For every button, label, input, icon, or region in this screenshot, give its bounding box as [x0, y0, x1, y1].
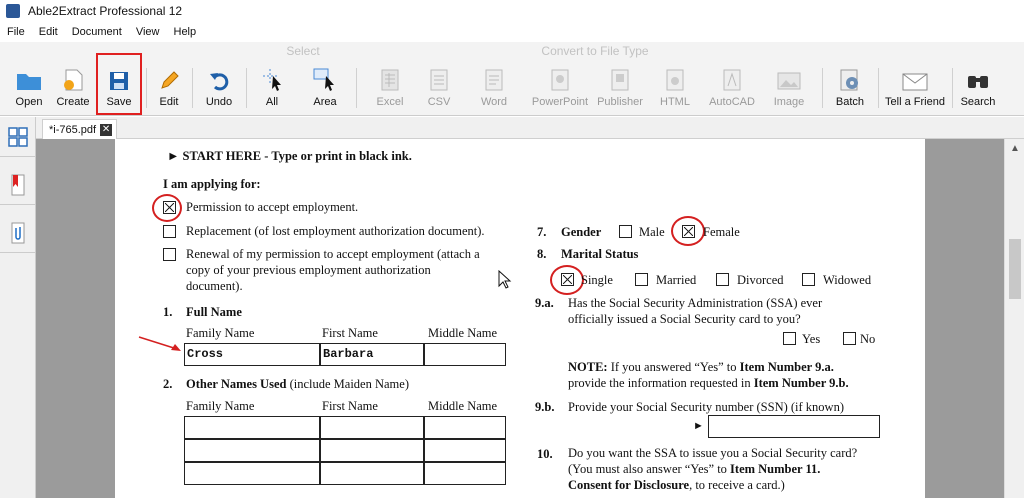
highlight-circle — [152, 194, 182, 222]
ssa-no-label: No — [860, 332, 876, 346]
other-first-name-label: First Name — [322, 399, 378, 413]
word-file-icon — [484, 68, 504, 92]
undo-button[interactable]: Undo — [200, 64, 238, 112]
convert-html-button[interactable]: HTML — [656, 64, 694, 112]
item-10-number: 10. — [537, 447, 553, 461]
bookmark-icon — [10, 174, 26, 196]
ssa-yes-checkbox[interactable] — [783, 332, 796, 345]
applying-for-label: I am applying for: — [163, 177, 261, 191]
csv-file-icon — [429, 68, 449, 92]
undo-icon — [208, 70, 230, 92]
ssn-arrow: ► — [693, 420, 704, 432]
toolbar-separator — [246, 68, 247, 108]
ssa-question-line2: officially issued a Social Security card to you? — [568, 312, 801, 326]
select-area-button[interactable]: Area — [306, 64, 344, 112]
toolbar-separator — [878, 68, 879, 108]
family-name-field[interactable]: Cross — [184, 343, 320, 366]
vertical-scrollbar[interactable] — [1004, 139, 1024, 498]
document-tab-label: *i-765.pdf — [49, 123, 97, 136]
note-line2: provide the information requested in Item Number 9.b. — [568, 376, 849, 390]
mouse-cursor-icon — [498, 270, 512, 290]
convert-powerpoint-button[interactable]: PowerPoint — [528, 64, 592, 112]
convert-image-button[interactable]: Image — [770, 64, 808, 112]
convert-excel-button[interactable]: Excel — [372, 64, 408, 112]
convert-csv-button[interactable]: CSV — [422, 64, 456, 112]
family-name-label: Family Name — [186, 326, 255, 340]
replacement-checkbox[interactable] — [163, 225, 176, 238]
toolbar-separator — [822, 68, 823, 108]
highlight-circle — [550, 265, 584, 295]
other-first-name-field-2[interactable] — [320, 439, 424, 462]
female-label: Female — [703, 225, 740, 239]
renewal-label-line2: copy of your previous employment authorization — [186, 263, 431, 277]
save-button[interactable]: Save — [100, 64, 138, 112]
batch-gears-icon — [838, 68, 862, 92]
other-middle-name-field-3[interactable] — [424, 462, 506, 485]
toolbar-separator — [952, 68, 953, 108]
side-panel-bar — [0, 117, 36, 498]
document-viewer — [36, 139, 1004, 498]
other-family-name-field-1[interactable] — [184, 416, 320, 439]
toolbar-separator — [146, 68, 147, 108]
edit-button[interactable]: Edit — [152, 64, 186, 112]
other-first-name-field-1[interactable] — [320, 416, 424, 439]
permission-label: Permission to accept employment. — [186, 200, 359, 214]
autocad-file-icon — [722, 68, 742, 92]
window-title: Able2Extract Professional 12 — [28, 4, 183, 18]
full-name-heading: Full Name — [186, 305, 242, 319]
item-1-number: 1. — [163, 305, 173, 319]
select-area-cursor-icon — [312, 66, 338, 92]
first-name-field[interactable]: Barbara — [320, 343, 424, 366]
search-button[interactable]: Search — [958, 64, 998, 112]
note-line1: NOTE: If you answered “Yes” to Item Number 9.a. — [568, 360, 834, 374]
publisher-file-icon — [610, 68, 630, 92]
toolbar-separator — [192, 68, 193, 108]
other-middle-name-field-2[interactable] — [424, 439, 506, 462]
gender-heading: Gender — [561, 225, 602, 239]
ssn-field[interactable] — [708, 415, 880, 438]
married-label: Married — [656, 273, 697, 287]
document-tab[interactable] — [42, 119, 117, 139]
ssa-card-question-line2: (You must also answer “Yes” to Item Number 11. — [568, 462, 821, 476]
menu-view[interactable]: View — [135, 26, 160, 38]
male-checkbox[interactable] — [619, 225, 632, 238]
item-8-number: 8. — [537, 247, 547, 261]
excel-file-icon — [380, 68, 400, 92]
item-9a-number: 9.a. — [535, 296, 554, 310]
menu-file[interactable]: File — [7, 26, 25, 38]
other-names-heading: Other Names Used (include Maiden Name) — [186, 377, 409, 391]
renewal-label-line3: document). — [186, 279, 243, 293]
other-middle-name-label: Middle Name — [428, 399, 498, 413]
image-file-icon — [776, 70, 802, 92]
open-button[interactable]: Open — [12, 64, 46, 112]
close-tab-icon[interactable]: ✕ — [101, 123, 111, 135]
highlight-circle — [671, 216, 705, 246]
save-highlight-box — [96, 53, 142, 115]
red-arrow-icon — [137, 335, 185, 355]
attachment-icon — [10, 222, 26, 244]
envelope-icon — [901, 72, 929, 92]
pencil-icon — [158, 68, 180, 92]
thumbnails-panel-button[interactable] — [0, 117, 36, 157]
divorced-label: Divorced — [737, 273, 784, 287]
renewal-checkbox[interactable] — [163, 248, 176, 261]
item-7-number: 7. — [537, 225, 547, 239]
menu-edit[interactable]: Edit — [38, 26, 58, 38]
item-9b-number: 9.b. — [535, 400, 555, 414]
middle-name-field[interactable] — [424, 343, 506, 366]
divorced-checkbox[interactable] — [716, 273, 729, 286]
replacement-label: Replacement (of lost employment authorization document). — [186, 224, 485, 238]
toolbar — [0, 42, 1024, 116]
select-all-cursor-icon — [259, 66, 285, 92]
toolbar-separator — [356, 68, 357, 108]
ssa-yes-label: Yes — [802, 332, 821, 346]
group-label-select: Select — [286, 44, 320, 58]
other-middle-name-field-1[interactable] — [424, 416, 506, 439]
widowed-checkbox[interactable] — [802, 273, 815, 286]
select-all-button[interactable]: All — [254, 64, 290, 112]
bookmarks-panel-button[interactable] — [0, 165, 36, 205]
menu-help[interactable]: Help — [173, 26, 197, 38]
convert-word-button[interactable]: Word — [474, 64, 514, 112]
item-2-number: 2. — [163, 377, 173, 391]
powerpoint-file-icon — [550, 68, 570, 92]
other-first-name-field-3[interactable] — [320, 462, 424, 485]
married-checkbox[interactable] — [635, 273, 648, 286]
male-label: Male — [639, 225, 665, 239]
scroll-up-icon[interactable]: ▲ — [1010, 143, 1020, 154]
start-here-heading: ► START HERE - Type or print in black ink. — [167, 149, 412, 163]
ssa-no-checkbox[interactable] — [843, 332, 856, 345]
html-file-icon — [665, 68, 685, 92]
pdf-page — [115, 139, 925, 498]
convert-autocad-button[interactable]: AutoCAD — [708, 64, 756, 112]
tell-a-friend-button[interactable]: Tell a Friend — [884, 64, 946, 112]
menu-bar — [0, 22, 1024, 42]
app-icon — [6, 4, 20, 18]
widowed-label: Widowed — [823, 273, 872, 287]
batch-button[interactable]: Batch — [830, 64, 870, 112]
group-label-convert: Convert to File Type — [541, 44, 649, 58]
ssn-question: Provide your Social Security number (SSN) (if known) — [568, 400, 845, 414]
ssa-question-line1: Has the Social Security Administration (SSA) ever — [568, 296, 823, 310]
thumbnails-icon — [8, 127, 28, 147]
attachments-panel-button[interactable] — [0, 213, 36, 253]
single-label: Single — [581, 273, 613, 287]
renewal-label-line1: Renewal of my permission to accept employment (attach a — [186, 247, 480, 261]
other-family-name-label: Family Name — [186, 399, 255, 413]
binoculars-icon — [965, 70, 991, 92]
ssa-card-question-line1: Do you want the SSA to issue you a Social Security card? — [568, 446, 858, 460]
marital-status-heading: Marital Status — [561, 247, 639, 261]
other-family-name-field-2[interactable] — [184, 439, 320, 462]
first-name-label: First Name — [322, 326, 378, 340]
new-document-icon — [61, 68, 85, 92]
title-bar — [0, 0, 1024, 22]
ssa-card-question-line3: Consent for Disclosure, to receive a card.) — [568, 478, 785, 492]
other-family-name-field-3[interactable] — [184, 462, 320, 485]
scroll-thumb[interactable] — [1009, 239, 1021, 299]
middle-name-label: Middle Name — [428, 326, 498, 340]
convert-publisher-button[interactable]: Publisher — [594, 64, 646, 112]
menu-document[interactable]: Document — [71, 26, 122, 38]
document-tab-strip — [36, 117, 1024, 139]
folder-icon — [15, 68, 43, 92]
create-button[interactable]: Create — [54, 64, 92, 112]
